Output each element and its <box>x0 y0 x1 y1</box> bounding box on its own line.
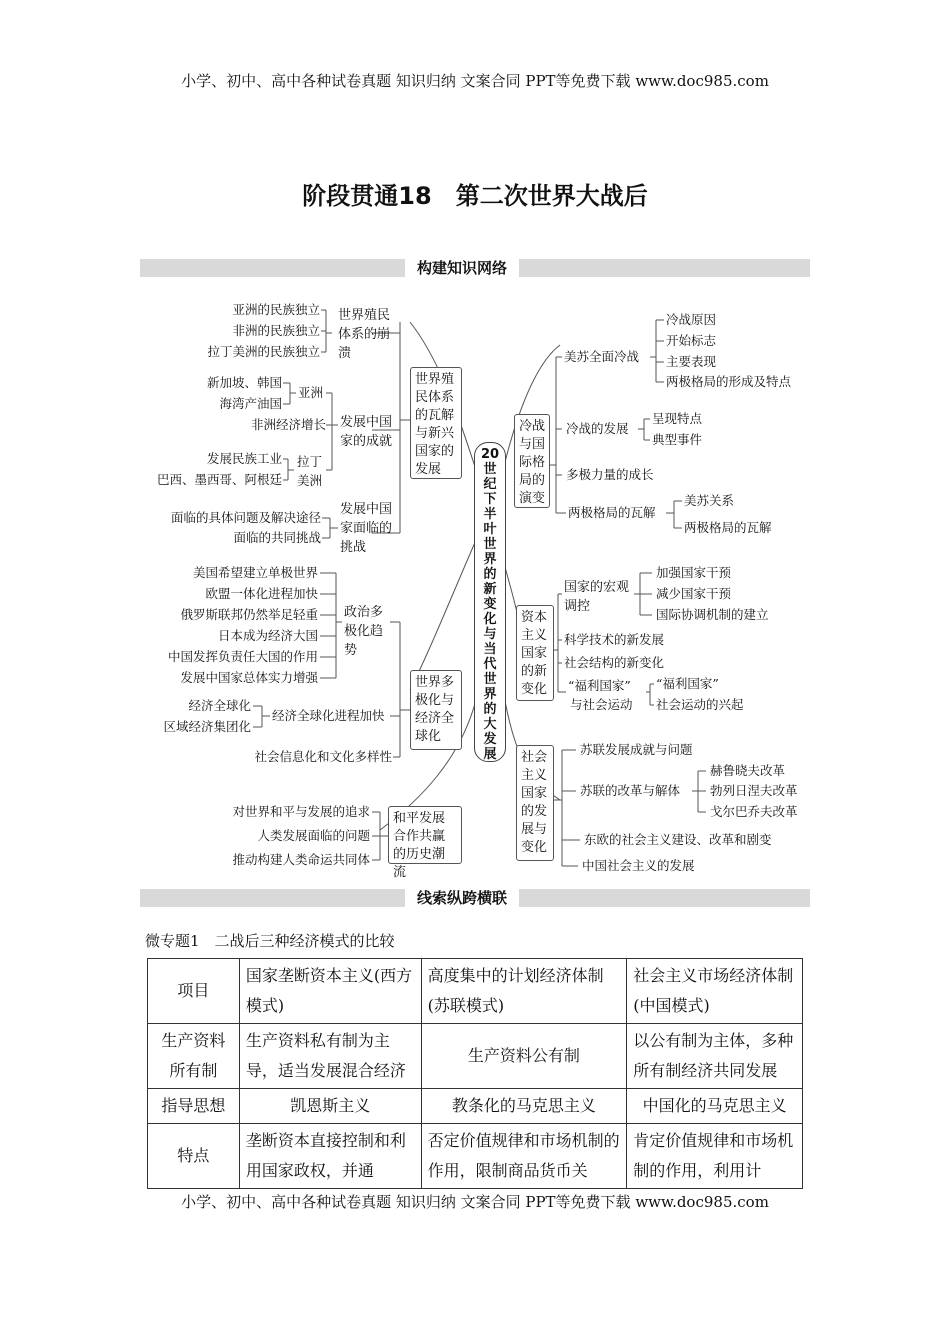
table-header-cell: 高度集中的计划经济体制(苏联模式) <box>421 959 627 1024</box>
leaf-developing-strength: 发展中国家总体实力增强 <box>180 670 318 685</box>
leaf-russia: 俄罗斯联邦仍然举足轻重 <box>180 607 318 622</box>
node-macro-regulation: 国家的宏观调控 <box>564 580 630 614</box>
node-soviet-achievements: 苏联发展成就与问题 <box>580 742 693 757</box>
node-social-structure: 社会结构的新变化 <box>564 655 665 670</box>
table-cell: 否定价值规律和市场机制的作用，限制商品货币关 <box>421 1124 627 1189</box>
table-cell: 肯定价值规律和市场机制的作用，利用计 <box>627 1124 803 1189</box>
table-header-cell: 社会主义市场经济体制(中国模式) <box>627 959 803 1024</box>
band-label: 构建知识网络 <box>405 259 519 277</box>
leaf-less-intervention: 减少国家干预 <box>656 586 732 601</box>
node-multipolar-growth: 多极力量的成长 <box>566 467 654 482</box>
table-cell: 凯恩斯主义 <box>239 1089 421 1124</box>
leaf-singapore-korea: 新加坡、韩国 <box>206 375 282 390</box>
leaf-social-movements: 社会运动的兴起 <box>656 697 744 712</box>
leaf-eu-integration: 欧盟一体化进程加快 <box>205 586 318 601</box>
node-bipolar-collapse: 两极格局的瓦解 <box>568 505 656 520</box>
node-globalization: 经济全球化进程加快 <box>272 708 385 723</box>
node-asia: 亚洲 <box>298 385 324 400</box>
node-us-soviet-cold-war: 美苏全面冷战 <box>564 349 640 364</box>
leaf-common-challenges: 面临的共同挑战 <box>233 530 321 545</box>
table-header-row <box>148 959 803 1024</box>
leaf-bipolar-formation: 两极格局的形成及特点 <box>666 374 792 389</box>
leaf-latam-independence: 拉丁美洲的民族独立 <box>207 344 320 359</box>
leaf-typical-events: 典型事件 <box>652 432 703 447</box>
table-cell: 中国化的马克思主义 <box>627 1089 803 1124</box>
table-row <box>148 1024 803 1089</box>
leaf-khrushchev: 赫鲁晓夫改革 <box>710 763 786 778</box>
branch-multipolarity-globalization: 世界多极化与经济全球化 <box>410 670 462 750</box>
node-colonial-system-collapse: 世界殖民体系的崩溃 <box>338 308 391 361</box>
leaf-more-intervention: 加强国家干预 <box>656 565 732 580</box>
page-footer: 小学、初中、高中各种试卷真题 知识归纳 文案合同 PPT等免费下载 www.doc985.com <box>181 1193 769 1211</box>
comparison-table <box>147 958 803 1189</box>
leaf-cold-war-start: 开始标志 <box>666 333 717 348</box>
leaf-china-role: 中国发挥负责任大国的作用 <box>167 649 318 664</box>
table-cell: 教条化的马克思主义 <box>421 1089 627 1124</box>
table-row <box>148 1124 803 1189</box>
leaf-asia-independence: 亚洲的民族独立 <box>232 302 320 317</box>
leaf-national-industry: 发展民族工业 <box>206 451 282 466</box>
leaf-bipolar-end: 两极格局的瓦解 <box>684 520 772 535</box>
table-cell: 生产资料所有制 <box>148 1024 240 1089</box>
center-curve-left-mid <box>410 540 476 690</box>
section-band-clues <box>140 889 810 907</box>
leaf-cold-war-causes: 冷战原因 <box>666 312 717 327</box>
table-header-cell: 项目 <box>148 959 240 1024</box>
leaf-cold-war-manifestations: 主要表现 <box>666 354 717 369</box>
leaf-africa-independence: 非洲的民族独立 <box>232 323 320 338</box>
table-cell: 以公有制为主体，多种所有制经济共同发展 <box>627 1024 803 1089</box>
branch-socialist-development: 社会主义国家的发展与变化 <box>516 745 554 861</box>
node-welfare-state-label: “福利国家” <box>568 678 631 693</box>
table-cell: 生产资料私有制为主导，适当发展混合经济 <box>239 1024 421 1089</box>
leaf-welfare-state: “福利国家” <box>656 676 719 691</box>
page-header: 小学、初中、高中各种试卷真题 知识归纳 文案合同 PPT等免费下载 www.doc985.com <box>181 72 769 90</box>
node-political-multipolarity: 政治多极化趋势 <box>344 605 384 658</box>
leaf-characteristics: 呈现特点 <box>652 411 703 426</box>
leaf-gorbachev: 戈尔巴乔夫改革 <box>710 804 798 819</box>
node-soviet-reform: 苏联的改革与解体 <box>580 783 681 798</box>
node-eastern-europe: 东欧的社会主义建设、改革和剧变 <box>584 832 772 847</box>
table-row <box>148 1089 803 1124</box>
leaf-shared-future: 推动构建人类命运共同体 <box>232 852 370 867</box>
band-label: 线索纵跨横联 <box>405 889 519 907</box>
leaf-japan: 日本成为经济大国 <box>217 628 318 643</box>
branch-capitalist-changes: 资本主义国家的新变化 <box>516 605 554 701</box>
node-china-socialism: 中国社会主义的发展 <box>582 858 695 873</box>
node-social-movement-label: 与社会运动 <box>570 697 633 712</box>
section-title: 微专题1 二战后三种经济模式的比较 <box>145 932 395 950</box>
node-cold-war-development: 冷战的发展 <box>566 421 629 436</box>
branch-peace-development: 和平发展合作共赢的历史潮流 <box>388 806 462 864</box>
table-cell: 垄断资本直接控制和利用国家政权，并通 <box>239 1124 421 1189</box>
table-header-cell: 国家垄断资本主义(西方模式) <box>239 959 421 1024</box>
leaf-intl-coordination: 国际协调机制的建立 <box>656 607 769 622</box>
node-developing-challenges: 发展中国家面临的挑战 <box>340 502 393 555</box>
leaf-brazil-mexico-argentina: 巴西、墨西哥、阿根廷 <box>156 472 282 487</box>
node-developing-achievements: 发展中国家的成就 <box>340 415 393 449</box>
leaf-peace-pursuit: 对世界和平与发展的追求 <box>232 804 370 819</box>
leaf-specific-problems: 面临的具体问题及解决途径 <box>170 510 321 525</box>
table-cell: 生产资料公有制 <box>421 1024 627 1089</box>
leaf-gulf-oil-states: 海湾产油国 <box>219 396 282 411</box>
leaf-us-unipolar: 美国希望建立单极世界 <box>192 565 318 580</box>
node-latam: 拉丁美洲 <box>297 454 323 488</box>
leaf-regional-blocs: 区域经济集团化 <box>163 719 251 734</box>
table-cell: 特点 <box>148 1124 240 1189</box>
page-title: 阶段贯通18 第二次世界大战后 <box>302 182 648 210</box>
center-topic: 20世纪下半叶世界的新变化与当代世界的大发展 <box>480 447 500 762</box>
leaf-brezhnev: 勃列日涅夫改革 <box>710 783 798 798</box>
leaf-economic-globalization: 经济全球化 <box>188 698 251 713</box>
leaf-informatization-diversity: 社会信息化和文化多样性 <box>254 749 392 764</box>
table-cell: 指导思想 <box>148 1089 240 1124</box>
leaf-us-soviet-relations: 美苏关系 <box>684 493 735 508</box>
branch-cold-war: 冷战与国际格局的演变 <box>514 414 550 508</box>
leaf-africa-growth: 非洲经济增长 <box>250 417 326 432</box>
leaf-human-problems: 人类发展面临的问题 <box>257 828 370 843</box>
branch-colonial-collapse: 世界殖民体系的瓦解与新兴国家的发展 <box>410 367 462 479</box>
node-science-tech: 科学技术的新发展 <box>564 632 665 647</box>
